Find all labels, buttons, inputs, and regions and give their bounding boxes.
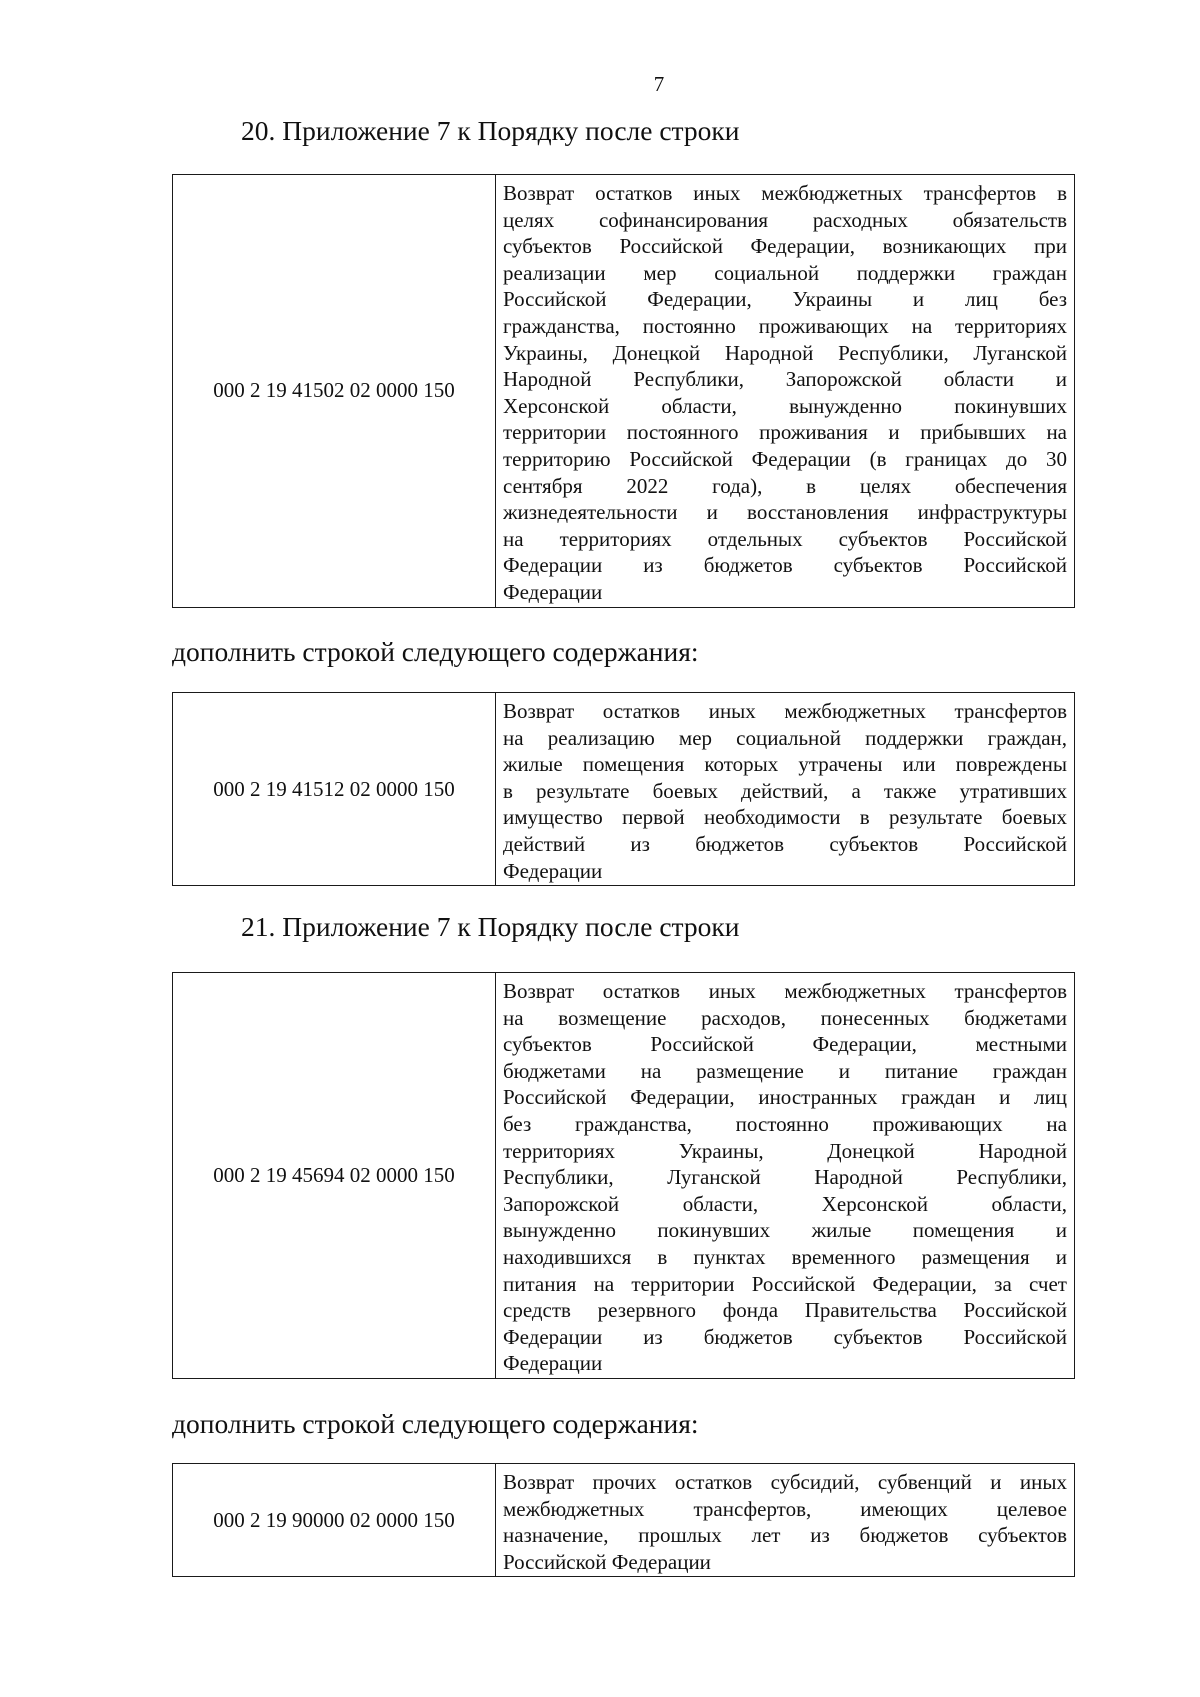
section-20-connector: дополнить строкой следующего содержания: [172, 636, 699, 667]
description-line: Возврат остатков иных межбюджетных трансфертов [503, 699, 1067, 723]
description-line: Запорожской области, Херсонской области, [503, 1191, 1067, 1216]
section-21-connector: дополнить строкой следующего содержания: [172, 1408, 699, 1439]
description-line: Федерации [503, 1351, 603, 1376]
table-row [173, 973, 1075, 1379]
description-line: вынужденно покинувших жилые помещения и [503, 1218, 1067, 1243]
description-line: средств резервного фонда Правительства Российской [503, 1298, 1067, 1323]
description-line: территорию Российской Федерации (в границах до 30 [503, 446, 1067, 471]
code-description [496, 1464, 1075, 1577]
description-line: целях софинансирования расходных обязательств [503, 207, 1067, 232]
description-line: на возмещение расходов, понесенных бюджетами [503, 1005, 1067, 1030]
description-line: в результате боевых действий, а также утративших [503, 778, 1067, 803]
description-line: Федерации [503, 858, 603, 883]
section-21-new-table [172, 1463, 1075, 1577]
description-line: территориях Украины, Донецкой Народной [503, 1138, 1067, 1163]
section-20-new-table [172, 692, 1075, 886]
description-line: Федерации из бюджетов субъектов Российской [503, 553, 1067, 578]
section-21-original-table [172, 972, 1075, 1379]
description-line: действий из бюджетов субъектов Российской [503, 831, 1067, 856]
description-line: назначение, прошлых лет из бюджетов субъектов [503, 1523, 1067, 1548]
section-20-heading: 20. Приложение 7 к Порядку после строки [241, 115, 740, 146]
table-row [173, 693, 1075, 886]
code-description [496, 693, 1075, 886]
description-line: субъектов Российской Федерации, возникающих при [503, 234, 1067, 259]
code-description [496, 973, 1075, 1379]
description-line: Возврат остатков иных межбюджетных трансфертов [503, 979, 1067, 1003]
budget-code: 000 2 19 45694 02 0000 150 [173, 973, 496, 1379]
description-line: территории постоянного проживания и прибывших на [503, 420, 1067, 445]
description-line: имущество первой необходимости в результате боевых [503, 805, 1067, 830]
table-row [173, 1464, 1075, 1577]
description-line: без гражданства, постоянно проживающих на [503, 1111, 1067, 1136]
description-line: Народной Республики, Запорожской области и [503, 367, 1067, 392]
description-line: сентября 2022 года), в целях обеспечения [503, 473, 1067, 498]
code-description [496, 175, 1075, 608]
description-line: жилые помещения которых утрачены или повреждены [503, 752, 1067, 777]
page-number: 7 [653, 72, 665, 96]
description-line: субъектов Российской Федерации, местными [503, 1032, 1067, 1057]
description-line: на реализацию мер социальной поддержки граждан, [503, 725, 1067, 750]
description-line: реализации мер социальной поддержки граждан [503, 260, 1067, 285]
section-20-original-table [172, 174, 1075, 608]
description-line: Федерации [503, 579, 603, 604]
description-line: питания на территории Российской Федерации, за счет [503, 1271, 1067, 1296]
description-line: Республики, Луганской Народной Республики, [503, 1165, 1067, 1190]
description-line: Российской Федерации, иностранных граждан и лиц [503, 1085, 1067, 1110]
description-line: Федерации из бюджетов субъектов Российской [503, 1324, 1067, 1349]
description-line: Херсонской области, вынужденно покинувших [503, 393, 1067, 418]
description-line: на территориях отдельных субъектов Российской [503, 526, 1067, 551]
budget-code: 000 2 19 41512 02 0000 150 [173, 693, 496, 886]
description-line: находившихся в пунктах временного размещения и [503, 1244, 1067, 1269]
table-row [173, 175, 1075, 608]
description-line: Возврат прочих остатков субсидий, субвенций и иных [503, 1470, 1067, 1494]
description-line: жизнедеятельности и восстановления инфраструктуры [503, 500, 1067, 525]
description-line: Российской Федерации, Украины и лиц без [503, 287, 1067, 312]
description-line: Российской Федерации [503, 1549, 711, 1574]
description-line: Украины, Донецкой Народной Республики, Луганской [503, 340, 1067, 365]
section-21-heading: 21. Приложение 7 к Порядку после строки [241, 911, 740, 942]
budget-code: 000 2 19 41502 02 0000 150 [173, 175, 496, 608]
description-line: Возврат остатков иных межбюджетных трансфертов в [503, 181, 1067, 205]
description-line: межбюджетных трансфертов, имеющих целевое [503, 1496, 1067, 1521]
description-line: бюджетами на размещение и питание граждан [503, 1058, 1067, 1083]
budget-code: 000 2 19 90000 02 0000 150 [173, 1464, 496, 1577]
description-line: гражданства, постоянно проживающих на территориях [503, 313, 1067, 338]
